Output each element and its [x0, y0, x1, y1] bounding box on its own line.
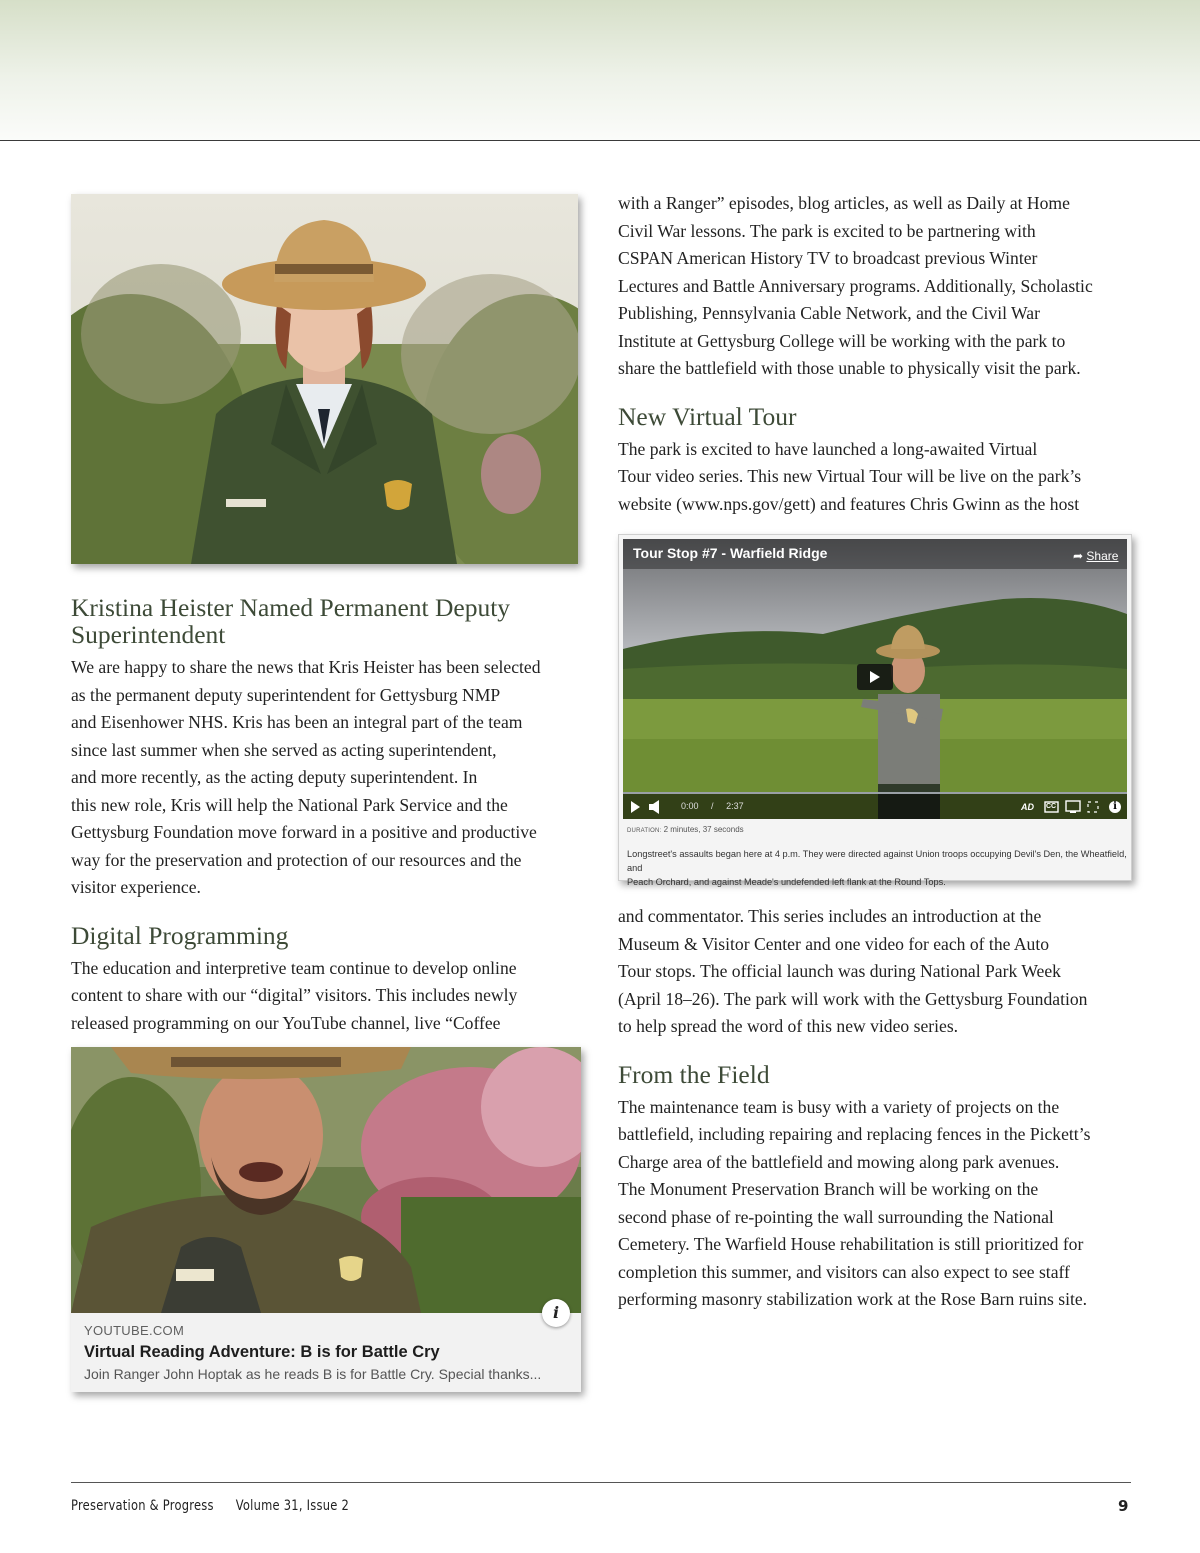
audio-description-button[interactable]: AD: [1021, 802, 1034, 812]
video-fullscreen-icon[interactable]: [1087, 797, 1101, 815]
text-line: this new role, Kris will help the National Park Service and the: [71, 794, 508, 815]
text-line: Museum & Visitor Center and one video for each of the Auto: [618, 933, 1050, 954]
text-line: (April 18–26). The park will work with the Gettysburg Foundation: [618, 988, 1088, 1009]
youtube-title[interactable]: Virtual Reading Adventure: B is for Battle Cry: [84, 1343, 440, 1361]
text-line: completion this summer, and visitors can also expect to see staff: [618, 1261, 1070, 1282]
header-rule: [0, 140, 1200, 141]
caption-line: Peach Orchard, and against Meade's undefended left flank at the Round Tops.: [627, 877, 946, 887]
duration-value: 2 minutes, 37 seconds: [663, 825, 744, 834]
text-line: The Monument Preservation Branch will be working on the: [618, 1179, 1039, 1199]
video-title: Tour Stop #7 - Warfield Ridge: [633, 545, 828, 561]
text-line: and commentator. This series includes an introduction at the: [618, 906, 1042, 926]
text-line: Publishing, Pennsylvania Cable Network, and the Civil War: [618, 303, 1040, 323]
video-monitor-icon[interactable]: [1066, 797, 1082, 815]
issue-label: Volume 31, Issue 2: [235, 1498, 350, 1514]
video-time-display: [681, 801, 744, 811]
youtube-thumbnail: [71, 1047, 581, 1313]
text-line: Cemetery. The Warfield House rehabilitation is still prioritized for: [618, 1234, 1084, 1254]
time-separator: /: [711, 801, 714, 811]
text-line: with a Ranger” episodes, blog articles, as well as Daily at Home: [618, 193, 1070, 213]
captions-button[interactable]: CC: [1046, 803, 1057, 810]
heading-line: Superintendent: [71, 620, 226, 649]
text-line: Gettysburg Foundation move forward in a positive and productive: [71, 822, 537, 842]
text-line: Lectures and Battle Anniversary programs. Additionally, Scholastic: [618, 275, 1093, 296]
text-line: Civil War lessons. The park is excited to be partnering with: [618, 220, 1036, 241]
video-caption: [627, 847, 1131, 889]
text-line: and more recently, as the acting deputy superintendent. In: [71, 767, 478, 787]
right-column: [618, 190, 1133, 1314]
article-heading-deputy-superintendent: [71, 594, 583, 648]
publication-name: Preservation & Progress: [71, 1498, 214, 1514]
text-line: performing masonry stabilization work at the Rose Barn ruins site.: [618, 1289, 1088, 1309]
article-heading-digital-programming: Digital Programming: [71, 920, 289, 950]
share-label: Share: [1086, 549, 1119, 563]
text-line: CSPAN American History TV to broadcast previous Winter: [618, 248, 1038, 268]
youtube-info-icon[interactable]: i: [542, 1299, 570, 1327]
text-line: Charge area of the battlefield and mowing along park avenues.: [618, 1151, 1060, 1172]
article-body-deputy-superintendent: [71, 654, 583, 902]
page-number: 9: [1118, 1497, 1129, 1515]
share-icon: ➦: [1073, 549, 1084, 563]
text-line: website (www.nps.gov/gett) and features Chris Gwinn as the host: [618, 493, 1080, 514]
text-line: The education and interpretive team continue to develop online: [71, 957, 517, 978]
video-share-button[interactable]: [1073, 549, 1118, 563]
text-line: Tour video series. This new Virtual Tour will be live on the park’s: [618, 466, 1082, 486]
footer-rule: [71, 1482, 1131, 1483]
text-line: battlefield, including repairing and replacing fences in the Pickett’s: [618, 1124, 1091, 1144]
text-line: second phase of re-pointing the wall surrounding the National: [618, 1206, 1054, 1227]
text-line: and Eisenhower NHS. Kris has been an integral part of the team: [71, 712, 523, 732]
text-line: The maintenance team is busy with a variety of projects on the: [618, 1096, 1060, 1117]
footer-publication-info: [71, 1498, 349, 1514]
article-body-virtual-tour-continued: [618, 903, 1133, 1041]
text-line: The park is excited to have launched a long-awaited Virtual: [618, 438, 1038, 459]
time-current: 0:00: [681, 801, 699, 811]
video-duration: [627, 825, 744, 834]
time-total: 2:37: [726, 801, 744, 811]
digital-programming-continued: [618, 190, 1133, 383]
text-line: since last summer when she served as acting superintendent,: [71, 739, 497, 760]
article-body-digital-programming: [71, 955, 583, 1038]
text-line: way for the preservation and protection of our resources and the: [71, 849, 522, 870]
heading-line: Kristina Heister Named Permanent Deputy: [71, 593, 511, 622]
text-line: Tour stops. The official launch was during National Park Week: [618, 961, 1061, 981]
text-line: content to share with our “digital” visitors. This includes newly: [71, 985, 518, 1005]
text-line: as the permanent deputy superintendent for Gettysburg NMP: [71, 684, 501, 705]
virtual-tour-video[interactable]: [618, 534, 1132, 887]
duration-label: DURATION:: [627, 828, 662, 834]
text-line: to help spread the word of this new video series.: [618, 1016, 959, 1036]
video-info-icon[interactable]: i: [1113, 801, 1117, 812]
left-column: [71, 190, 583, 1392]
article-heading-virtual-tour: New Virtual Tour: [618, 401, 797, 431]
ranger-portrait-photo: [71, 194, 578, 564]
video-frame-image: [623, 539, 1127, 819]
youtube-description: Join Ranger John Hoptak as he reads B is for Battle Cry. Special thanks...: [84, 1366, 542, 1382]
article-heading-from-the-field: From the Field: [618, 1059, 770, 1089]
header-band: [0, 0, 1200, 141]
video-play-icon[interactable]: [623, 794, 645, 819]
youtube-source: YOUTUBE.COM: [84, 1323, 185, 1338]
article-body-from-the-field: [618, 1094, 1133, 1314]
text-line: visitor experience.: [71, 877, 201, 897]
text-line: Institute at Gettysburg College will be working with the park to: [618, 330, 1066, 351]
article-body-virtual-tour: [618, 436, 1133, 519]
text-line: We are happy to share the news that Kris Heister has been selected: [71, 657, 541, 677]
text-line: released programming on our YouTube channel, live “Coffee: [71, 1012, 501, 1033]
text-line: share the battlefield with those unable to physically visit the park.: [618, 358, 1081, 378]
caption-line: Longstreet's assaults began here at 4 p.m. They were directed against Union troops occupying Devil's Den, the Wheatfield, and: [627, 849, 1127, 873]
video-volume-icon[interactable]: [645, 794, 663, 819]
youtube-card[interactable]: [71, 1047, 581, 1392]
